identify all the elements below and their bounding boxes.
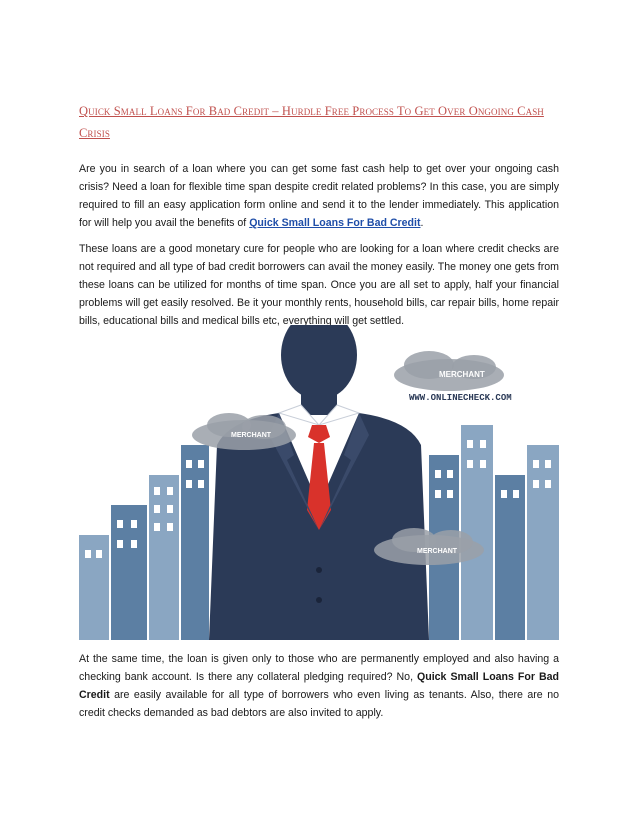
paragraph-3-end: are easily available for all type of borrowers who even living as tenants. Also, there are no credit checks demanded as bad debtors are also invited to apply. xyxy=(79,689,559,719)
paragraph-1 xyxy=(79,160,559,232)
watermark-url: WWW.ONLINECHECK.COM xyxy=(409,393,512,403)
watermark-brand-3: MERCHANT xyxy=(417,548,458,555)
watermark-cloud-1 xyxy=(394,351,512,403)
paragraph-1-end: . xyxy=(420,217,424,229)
businessman-illustration xyxy=(79,325,559,640)
paragraph-3 xyxy=(79,650,559,722)
paragraph-3-bold: Quick Small Loans For Bad Credit xyxy=(79,671,559,701)
document-title: Quick Small Loans For Bad Credit – Hurdle Free Process To Get Over Ongoing Cash Crisis xyxy=(79,104,544,140)
businessman-svg xyxy=(79,325,559,640)
watermark-brand-1: MERCHANT xyxy=(439,370,485,379)
quick-small-loans-link[interactable]: Quick Small Loans For Bad Credit xyxy=(249,217,421,229)
paragraph-3-text: At the same time, the loan is given only to those who are permanently employed and also having a checking bank account. Is there any collateral pledging required? No, xyxy=(79,653,559,683)
buildings-left xyxy=(79,445,209,640)
watermark-brand-2: MERCHANT xyxy=(231,432,272,439)
paragraph-2: These loans are a good monetary cure for people who are looking for a loan where credit checks are not required and all type of bad credit borrowers can avail the money easily. The money one gets from these loans can be utilized for months of time span. Once you are all set to apply, half your financial problems will get easily resolved. Be it your monthly rents, household bills, car repair bills, home repair bills, educational bills and medical bills etc, everything will get settled. xyxy=(79,243,559,327)
paragraph-1-text: Are you in search of a loan where you can get some fast cash help to get over your ongoing cash crisis? Need a loan for flexible time span despite credit related problems? In this case, you are simply required to fill an easy application form online and send it to the lender immediately. This application for will help you avail the benefits of xyxy=(79,163,559,229)
